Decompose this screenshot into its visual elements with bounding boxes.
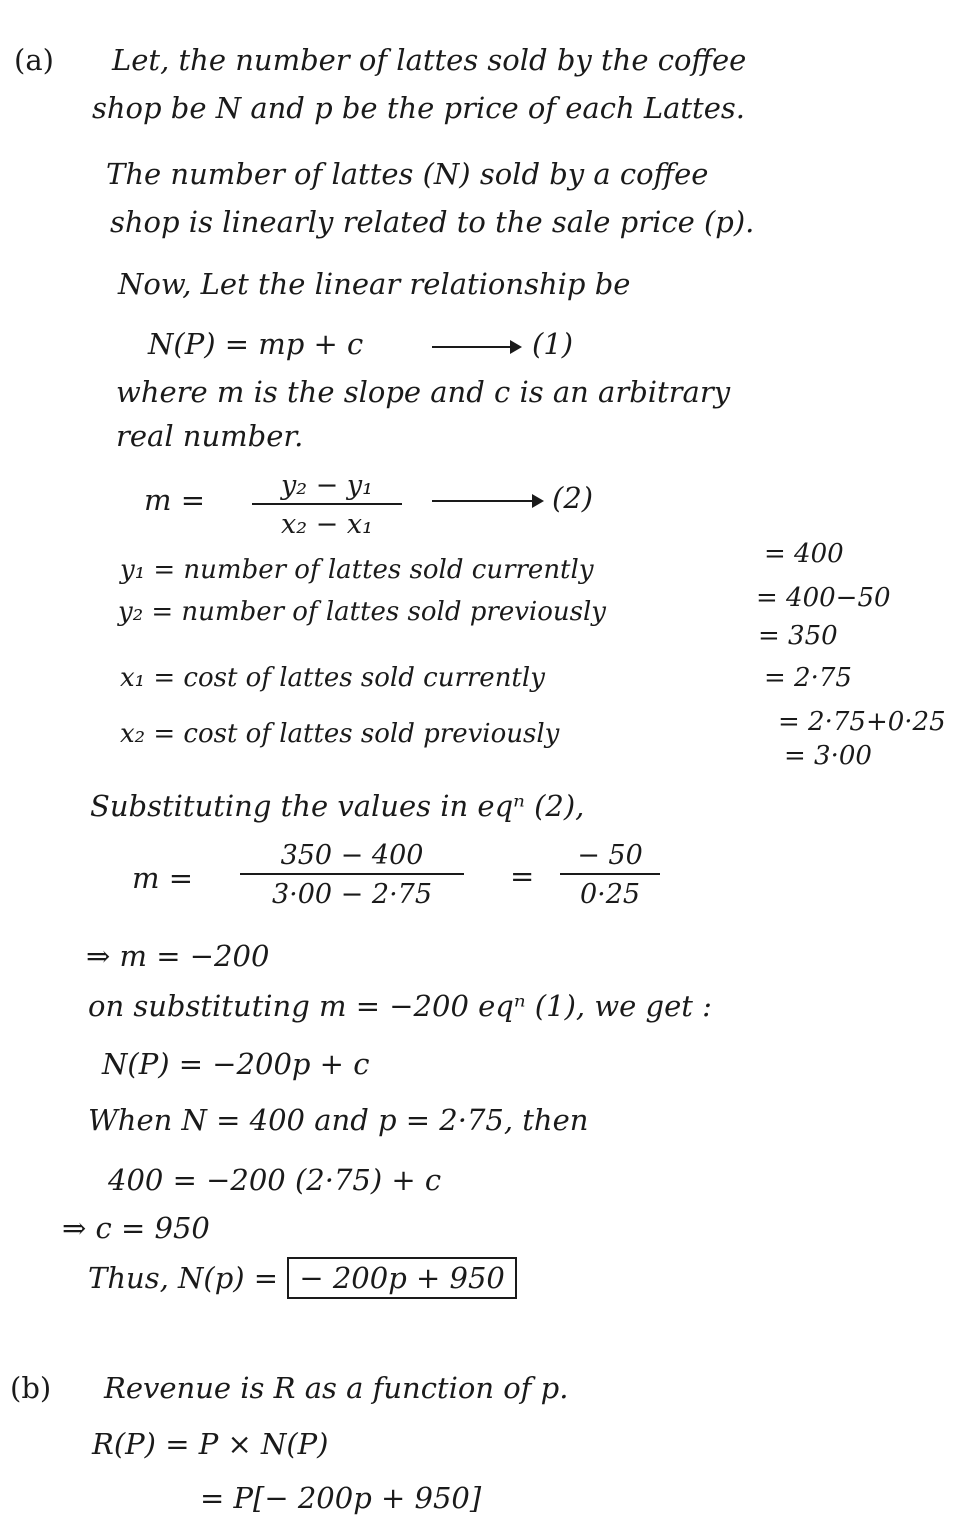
intro-line-2: shop be N and p be the price of each Lattes.: [92, 91, 745, 125]
slope-denominator: x₂ − x₁: [252, 503, 402, 540]
equation-1-arrow: [432, 346, 520, 348]
y1-definition: y₁ = number of lattes sold currently: [120, 555, 594, 585]
final-result: [88, 1262, 517, 1295]
part-b-label: (b): [10, 1371, 52, 1405]
equation-2-arrow: [432, 500, 542, 502]
slope-formula: [252, 470, 402, 540]
m-calc-denominator: 3·00 − 2·75: [240, 873, 464, 910]
m-calc-fraction-2: [560, 840, 660, 910]
part-a-label: (a): [14, 43, 54, 77]
substituting-m-line: on substituting m = −200 eqⁿ (1), we get :: [88, 989, 712, 1023]
y1-value: = 400: [764, 539, 844, 569]
slope-numerator: y₂ − y₁: [281, 470, 373, 501]
m-result: ⇒ m = −200: [86, 939, 270, 973]
slope-lhs: m =: [144, 483, 206, 517]
x1-definition: x₁ = cost of lattes sold currently: [120, 663, 545, 693]
x1-value: = 2·75: [764, 663, 852, 693]
m-calc-numerator-2: − 50: [577, 840, 643, 871]
where-line-1: where m is the slope and c is an arbitrary: [116, 375, 731, 409]
x2-definition: x₂ = cost of lattes sold previously: [120, 719, 560, 749]
equation-2-tag: (2): [552, 481, 594, 515]
m-calc-numerator: 350 − 400: [280, 840, 424, 871]
equation-1: N(P) = mp + c: [148, 327, 364, 361]
x2-value: = 2·75+0·25: [778, 707, 946, 737]
final-result-prefix: Thus, N(p) =: [88, 1261, 279, 1295]
equation-1-tag: (1): [532, 327, 574, 361]
where-line-2: real number.: [116, 419, 304, 453]
statement-line-1: The number of lattes (N) sold by a coffee: [106, 157, 709, 191]
intro-line-1: Let, the number of lattes sold by the coffee: [112, 43, 747, 77]
revenue-equation-2: = P[− 200p + 950]: [200, 1481, 482, 1515]
m-calc-lhs: m =: [132, 861, 194, 895]
x2-value-result: = 3·00: [784, 741, 872, 771]
m-calc-equals: =: [510, 859, 535, 893]
n-of-p-equation: N(P) = −200p + c: [102, 1047, 370, 1081]
c-calculation: 400 = −200 (2·75) + c: [108, 1163, 442, 1197]
y2-value: = 400−50: [756, 583, 891, 613]
final-result-boxed: − 200p + 950: [287, 1257, 517, 1299]
now-line: Now, Let the linear relationship be: [118, 267, 631, 301]
revenue-line: Revenue is R as a function of p.: [104, 1371, 569, 1405]
statement-line-2: shop is linearly related to the sale price (p).: [110, 205, 755, 239]
y2-definition: y₂ = number of lattes sold previously: [118, 597, 606, 627]
substitution-line: Substituting the values in eqⁿ (2),: [90, 789, 585, 823]
m-calc-fraction: [240, 840, 464, 910]
m-calc-denominator-2: 0·25: [560, 873, 660, 910]
revenue-equation-1: R(P) = P × N(P): [92, 1427, 329, 1461]
when-line: When N = 400 and p = 2·75, then: [88, 1103, 589, 1137]
y2-value-result: = 350: [758, 621, 838, 651]
c-result: ⇒ c = 950: [62, 1211, 210, 1245]
